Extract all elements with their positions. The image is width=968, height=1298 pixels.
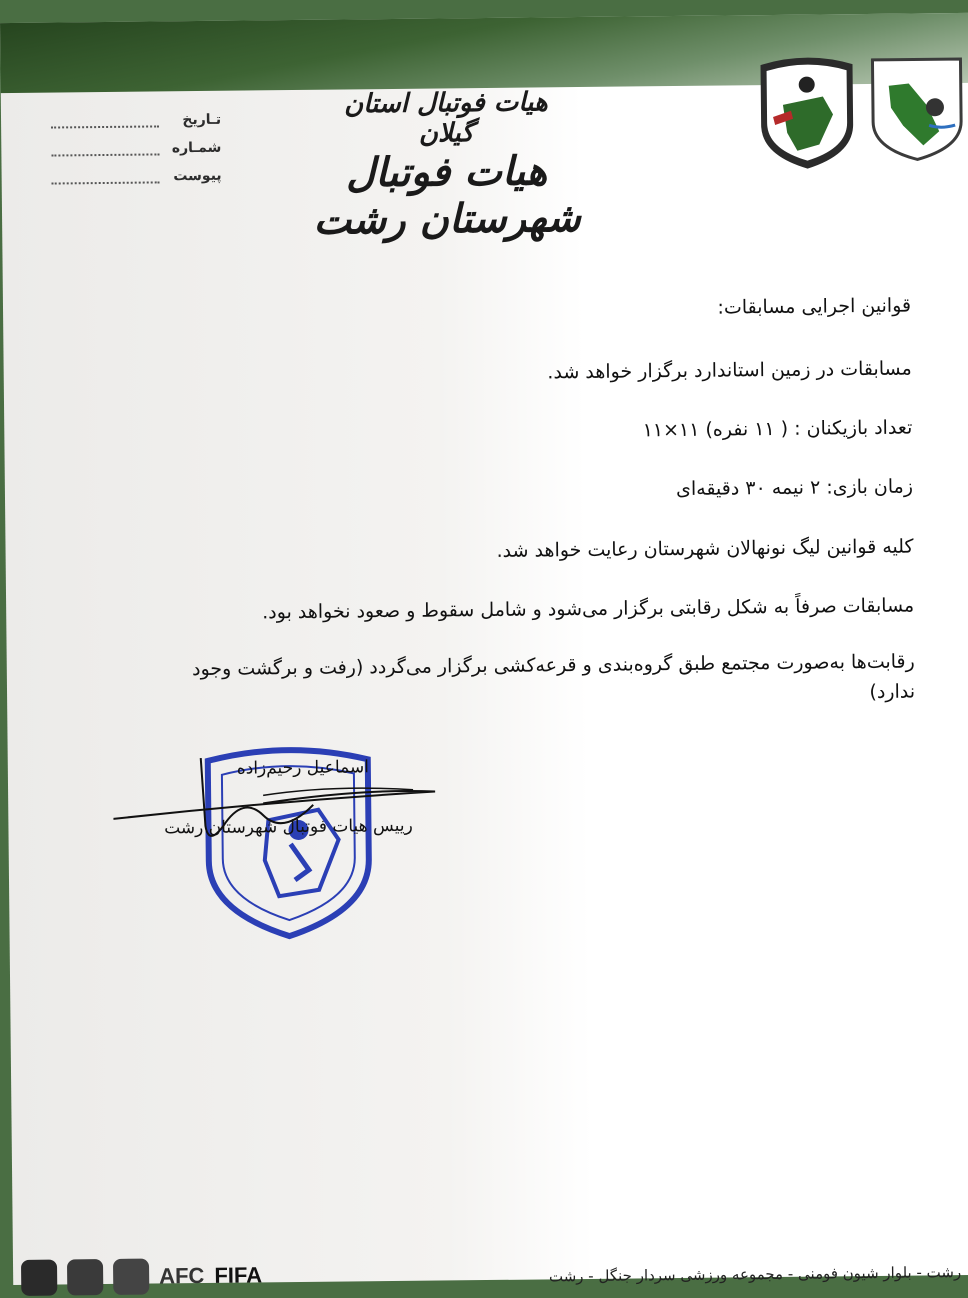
rule-line-6: رقابت‌ها به‌صورت مجتمع طبق گروه‌بندی و قرعه‌کشی برگزار می‌گردد (رفت و برگشت وجود ندارد) — [191, 650, 916, 703]
afc-logo: AFC — [159, 1262, 205, 1289]
letter-page — [0, 13, 968, 1289]
guilan-football-logo — [868, 55, 965, 162]
footer-badge-2 — [67, 1259, 103, 1295]
footer-address: رشت - بلوار شیون فومنی - مجموعه ورزشی سردار جنگل - رشت — [548, 1263, 962, 1286]
footer-badge-1 — [21, 1260, 57, 1296]
meta-attachment — [52, 162, 222, 192]
rasht-football-logo — [752, 54, 861, 171]
meta-date-label: تـاريخ — [182, 111, 222, 129]
rules-heading: قوانین اجرایی مسابقات: — [717, 294, 912, 319]
rule-line-5: مسابقات صرفاً به شکل رقابتی برگزار می‌شود و شامل سقوط و صعود نخواهد بود. — [262, 594, 915, 624]
meta-number-label: شمـاره — [171, 139, 222, 157]
meta-date — [51, 106, 221, 136]
letter-meta — [51, 106, 222, 192]
meta-attachment-field — [52, 169, 160, 184]
letterhead-province: هیات فوتبال استان گیلان — [343, 87, 548, 149]
footer-logos — [21, 1255, 262, 1298]
meta-number — [51, 134, 221, 164]
signatory-title: رییس هیات فوتبال شهرستان رشت — [164, 815, 413, 839]
fifa-logo: FIFA — [214, 1262, 263, 1288]
rule-line-1: مسابقات در زمین استاندارد برگزار خواهد شد. — [547, 357, 912, 384]
meta-number-field — [51, 141, 159, 156]
footer-badge-3 — [113, 1259, 149, 1295]
meta-attachment-label: پيوست — [173, 167, 222, 185]
rule-line-4: کلیه قوانین لیگ نونهالان شهرستان رعایت خواهد شد. — [496, 535, 914, 562]
meta-date-field — [51, 113, 159, 128]
rule-line-3: زمان بازی: ۲ نیمه ۳۰ دقیقه‌ای — [675, 475, 914, 501]
signatory-name: اسماعیل رحیم‌زاده — [236, 757, 369, 779]
rule-line-2: تعداد بازیکنان : ( ۱۱ نفره) ۱۱×۱۱ — [642, 416, 913, 442]
letterhead-city: هیات فوتبال شهرستان رشت — [313, 147, 581, 244]
